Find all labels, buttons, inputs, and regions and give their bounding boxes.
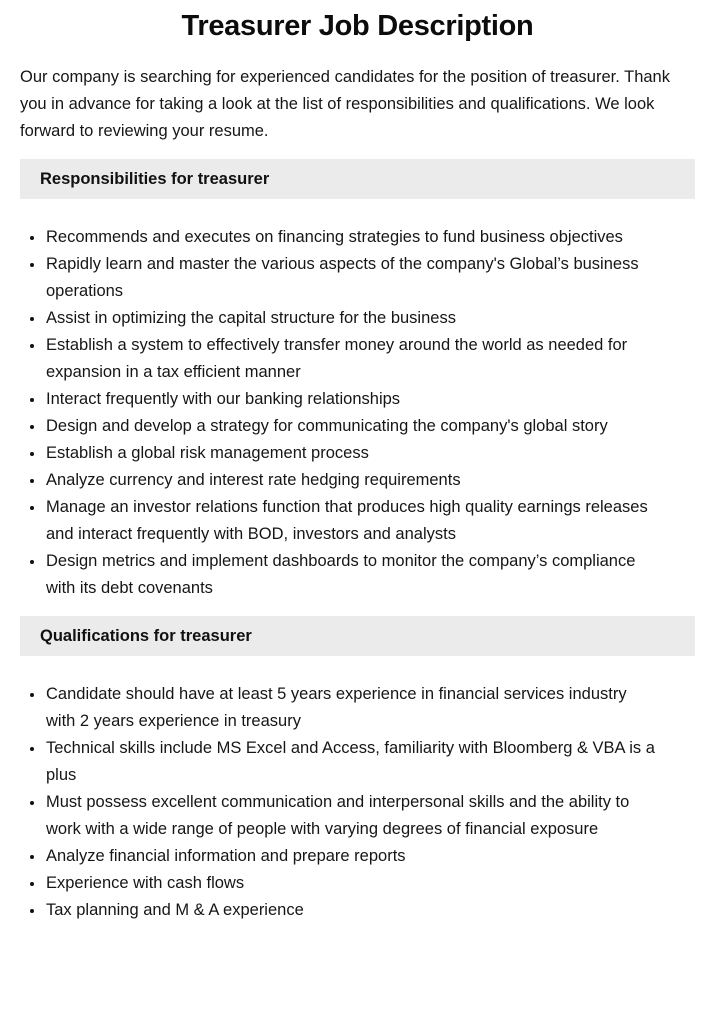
qualifications-section-heading: Qualifications for treasurer [20, 616, 695, 656]
job-description-page [0, 8, 720, 964]
list-item: • Rapidly learn and master the various aspects of the company's Global’s business operations [45, 251, 660, 305]
list-item: • Recommends and executes on financing strategies to fund business objectives [45, 224, 660, 251]
list-item: • Candidate should have at least 5 years experience in financial services industry with 2 years experience in treasury [45, 681, 660, 735]
intro-paragraph: Our company is searching for experienced candidates for the position of treasurer. Thank you in advance for taking a look at the list of responsibilities and qualifications. We look forward to reviewing your resume. [20, 68, 670, 140]
list-item: • Design metrics and implement dashboards to monitor the company’s compliance with its debt covenants [45, 548, 660, 602]
list-item: • Establish a system to effectively transfer money around the world as needed for expansion in a tax efficient manner [45, 332, 660, 386]
list-item: • Design and develop a strategy for communicating the company's global story [45, 413, 660, 440]
list-item: • Establish a global risk management process [45, 440, 660, 467]
list-item: • Analyze financial information and prepare reports [45, 843, 660, 870]
list-item: • Analyze currency and interest rate hedging requirements [45, 467, 660, 494]
list-item: • Tax planning and M & A experience [45, 897, 660, 924]
responsibilities-list [20, 224, 695, 602]
responsibilities-section-heading: Responsibilities for treasurer [20, 159, 695, 199]
page-title: Treasurer Job Description [181, 10, 534, 42]
list-item: • Experience with cash flows [45, 870, 660, 897]
qualifications-list [20, 681, 695, 924]
list-item: • Must possess excellent communication and interpersonal skills and the ability to work with a wide range of people with varying degrees of financial exposure [45, 789, 660, 843]
list-item: • Technical skills include MS Excel and Access, familiarity with Bloomberg & VBA is a plus [45, 735, 660, 789]
section-responsibilities [20, 159, 695, 602]
list-item: • Assist in optimizing the capital structure for the business [45, 305, 660, 332]
list-item: • Interact frequently with our banking relationships [45, 386, 660, 413]
section-qualifications [20, 616, 695, 924]
list-item: • Manage an investor relations function that produces high quality earnings releases and interact frequently with BOD, investors and analysts [45, 494, 660, 548]
